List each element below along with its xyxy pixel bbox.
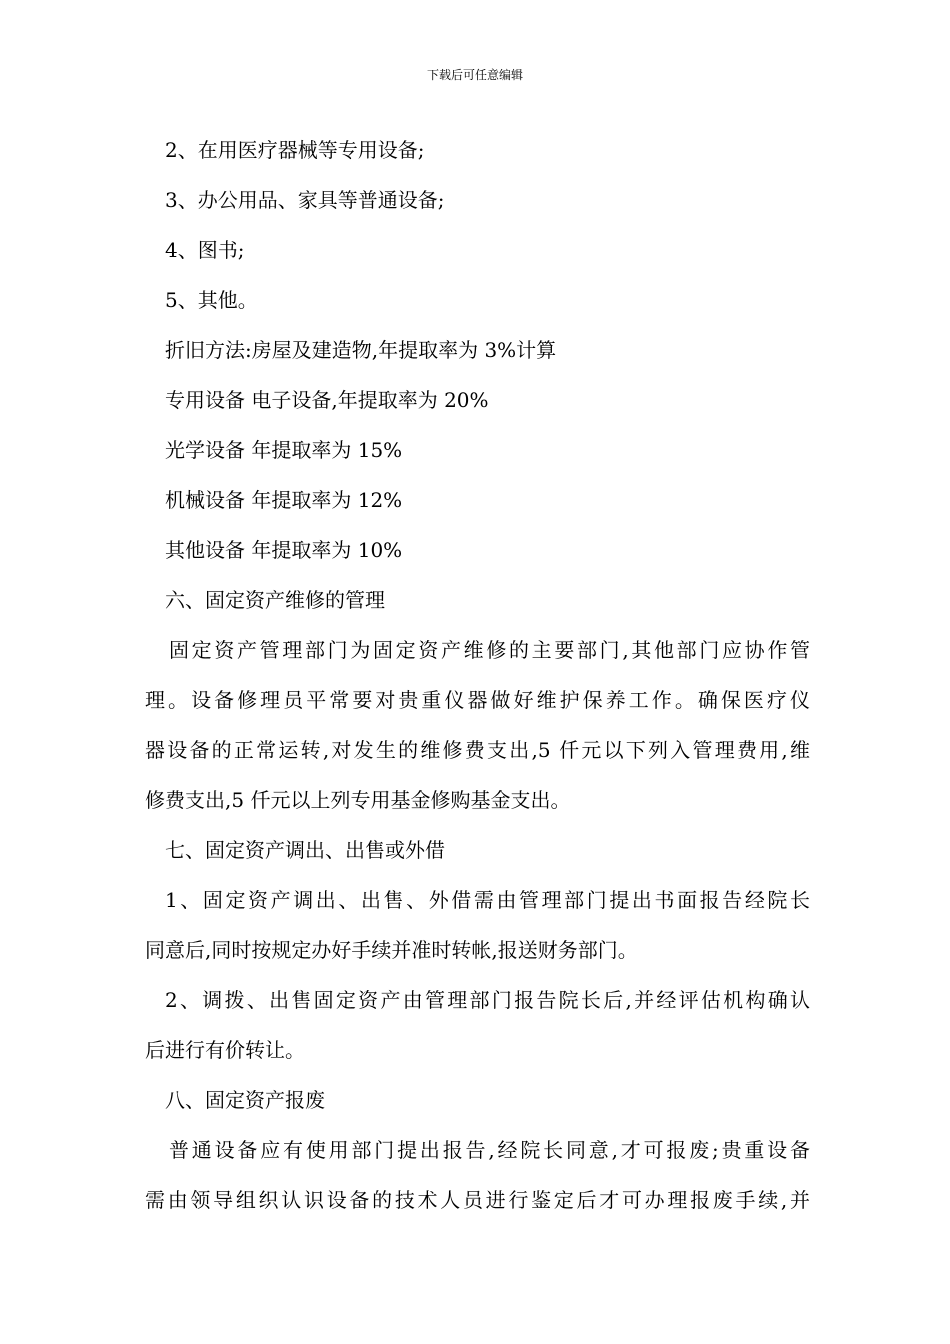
- text-line-9: 其他设备 年提取率为 10%: [165, 538, 403, 562]
- document-body: [145, 125, 810, 1225]
- text-line-2: 3、办公用品、家具等普通设备;: [165, 188, 445, 212]
- text-line-16: 1、固定资产调出、出售、外借需由管理部门提出书面报告经院长: [165, 888, 810, 912]
- section-heading-7: 七、固定资产调出、出售或外借: [165, 838, 445, 862]
- text-line-1: 2、在用医疗器械等专用设备;: [165, 138, 425, 162]
- text-line-5: 折旧方法:房屋及建造物,年提取率为 3%计算: [165, 338, 557, 362]
- section-heading-6: 六、固定资产维修的管理: [165, 588, 385, 612]
- text-line-8: 机械设备 年提取率为 12%: [165, 488, 403, 512]
- text-line-6: 专用设备 电子设备,年提取率为 20%: [165, 388, 489, 412]
- text-line-12: 理。设备修理员平常要对贵重仪器做好维护保养工作。确保医疗仪: [145, 688, 810, 712]
- text-line-11: 固定资产管理部门为固定资产维修的主要部门,其他部门应协作管: [169, 638, 810, 662]
- text-line-18: 2、调拨、出售固定资产由管理部门报告院长后,并经评估机构确认: [165, 988, 810, 1012]
- text-line-22: 需由领导组织认识设备的技术人员进行鉴定后才可办理报废手续,并: [145, 1188, 810, 1212]
- text-line-3: 4、图书;: [165, 238, 245, 262]
- text-line-21: 普通设备应有使用部门提出报告,经院长同意,才可报废;贵重设备: [169, 1138, 810, 1162]
- page-header: 下载后可任意编辑: [426, 68, 523, 82]
- text-line-17: 同意后,同时按规定办好手续并准时转帐,报送财务部门。: [145, 938, 638, 962]
- text-line-19: 后进行有价转让。: [145, 1038, 305, 1062]
- text-line-13: 器设备的正常运转,对发生的维修费支出,5 仟元以下列入管理费用,维: [145, 738, 810, 762]
- text-line-4: 5、其他。: [165, 288, 258, 312]
- section-heading-8: 八、固定资产报废: [165, 1088, 325, 1112]
- text-line-7: 光学设备 年提取率为 15%: [165, 438, 403, 462]
- text-line-14: 修费支出,5 仟元以上列专用基金修购基金支出。: [145, 788, 571, 812]
